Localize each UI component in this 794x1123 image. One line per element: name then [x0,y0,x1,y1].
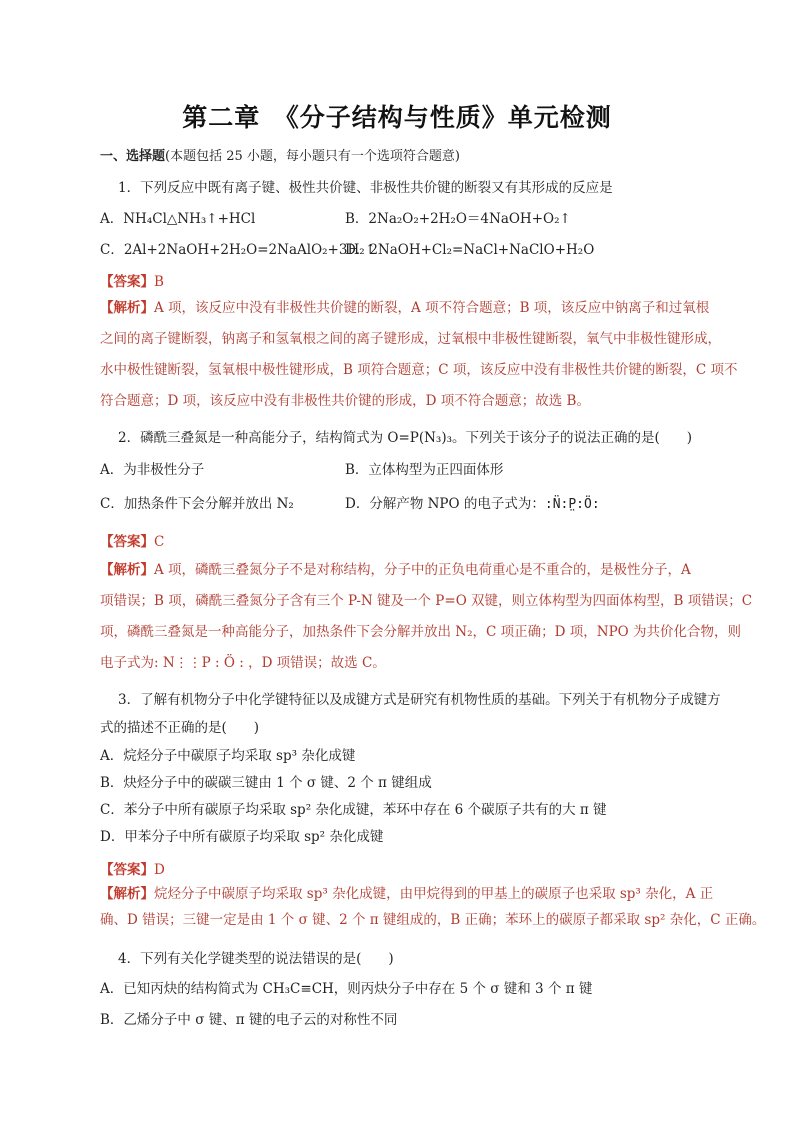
lewis-structure-formula: :N̈:P̤:Ö: [544,497,600,512]
question-4-option-a: A．已知丙炔的结构简式为 CH₃C≡CH，则丙炔分子中存在 5 个 σ 键和 3 个 π 键 [100,981,593,997]
question-2-option-b: B．立体构型为正四面体形 [345,462,504,478]
question-2-option-a: A．为非极性分子 [100,462,205,478]
question-3-stem-line-2: 式的描述不正确的是( ) [100,720,260,736]
section-heading-label: 一、选择题 [100,149,166,164]
question-1-option-d: D．2NaOH+Cl₂=NaCl+NaClO+H₂O [345,242,595,258]
question-1-option-a: A．NH₄Cl△NH₃↑+HCl [100,211,256,227]
question-2-stem: 2．磷酰三叠氮是一种高能分子，结构简式为 O=P(N₃)₃。下列关于该分子的说法正确的是( ) [118,430,693,446]
question-2-option-d-text: D．分解产物 NPO 的电子式为： [345,496,545,512]
answer-label: 【答案】 [100,862,154,878]
question-1-explanation [100,298,737,411]
question-2-explanation [100,560,752,673]
explanation-line: 之间的离子键断裂，钠离子和氢氧根之间的离子键形成，过氧根中非极性键断裂，氧气中非极性键形成， [100,331,721,347]
explanation-line: 烷烃分子中碳原子均采取 sp³ 杂化成键，由甲烷得到的甲基上的碳原子也采取 sp³ 杂化，A 正 [154,886,714,902]
question-4-option-b: B．乙烯分子中 σ 键、π 键的电子云的对称性不同 [100,1012,398,1028]
explanation-line: 项，磷酰三叠氮是一种高能分子，加热条件下会分解并放出 N₂，C 项正确；D 项，NPO 为共价化合物，则 [100,624,742,640]
answer-value: B [154,274,164,290]
question-2-answer [100,530,164,550]
question-3-option-d: D．甲苯分子中所有碳原子均采取 sp² 杂化成键 [100,829,384,845]
question-1-option-c: C．2Al+2NaOH+2H₂O=2NaAlO₂+3H₂↑ [100,242,376,258]
explanation-label: 【解析】 [100,300,154,316]
question-3-option-b: B．炔烃分子中的碳碳三键由 1 个 σ 键、2 个 π 键组成 [100,775,432,791]
question-3-option-a: A．烷烃分子中碳原子均采取 sp³ 杂化成键 [100,748,356,764]
page-title: 第二章 《分子结构与性质》单元检测 [182,103,612,132]
answer-label: 【答案】 [100,274,154,290]
section-heading-note: (本题包括 25 小题，每小题只有一个选项符合题意) [165,149,460,164]
answer-label: 【答案】 [100,534,154,550]
question-3-explanation [100,884,765,930]
explanation-line: 确、D 错误；三键一定是由 1 个 σ 键、2 个 π 键组成的，B 正确；苯环上的碳原子都采取 sp² 杂化，C 正确。 [100,912,766,928]
explanation-line: 电子式为: N⋮⋮P : Ö : ，D 项错误；故选 C。 [100,655,386,671]
explanation-label: 【解析】 [100,562,154,578]
question-3-answer [100,858,165,878]
explanation-line: 水中极性键断裂，氢氧根中极性键形成，B 项符合题意；C 项，该反应中没有非极性共价键的断裂，C 项不 [100,362,738,378]
answer-value: C [154,534,165,550]
question-3-stem-line-1: 3．了解有机物分子中化学键特征以及成键方式是研究有机物性质的基础。下列关于有机物分子成键方 [118,692,721,708]
explanation-line: 项错误；B 项，磷酰三叠氮分子含有三个 P-N 键及一个 P=O 双键，则立体构型为四面体构型，B 项错误；C [100,593,753,609]
question-1-stem: 1．下列反应中既有离子键、极性共价键、非极性共价键的断裂又有其形成的反应是 [118,180,613,196]
question-4-stem: 4．下列有关化学键类型的说法错误的是( ) [118,951,394,967]
explanation-line: 符合题意；D 项，该反应中没有非极性共价键的形成，D 项不符合题意；故选 B。 [100,393,590,409]
question-1-option-b: B．2Na₂O₂+2H₂O＝4NaOH+O₂↑ [345,211,571,227]
explanation-label: 【解析】 [100,886,154,902]
question-2-option-d [345,492,600,512]
question-1-answer [100,270,164,290]
question-3-option-c: C．苯分子中所有碳原子均采取 sp² 杂化成键，苯环中存在 6 个碳原子共有的大 π 键 [100,802,607,818]
explanation-line: A 项，该反应中没有非极性共价键的断裂，A 项不符合题意；B 项，该反应中钠离子和过氧根 [154,300,710,316]
answer-value: D [154,862,165,878]
question-2-option-c: C．加热条件下会分解并放出 N₂ [100,496,294,512]
explanation-line: A 项，磷酰三叠氮分子不是对称结构，分子中的正负电荷重心是不重合的，是极性分子，A [154,562,691,578]
section-heading [100,145,460,164]
